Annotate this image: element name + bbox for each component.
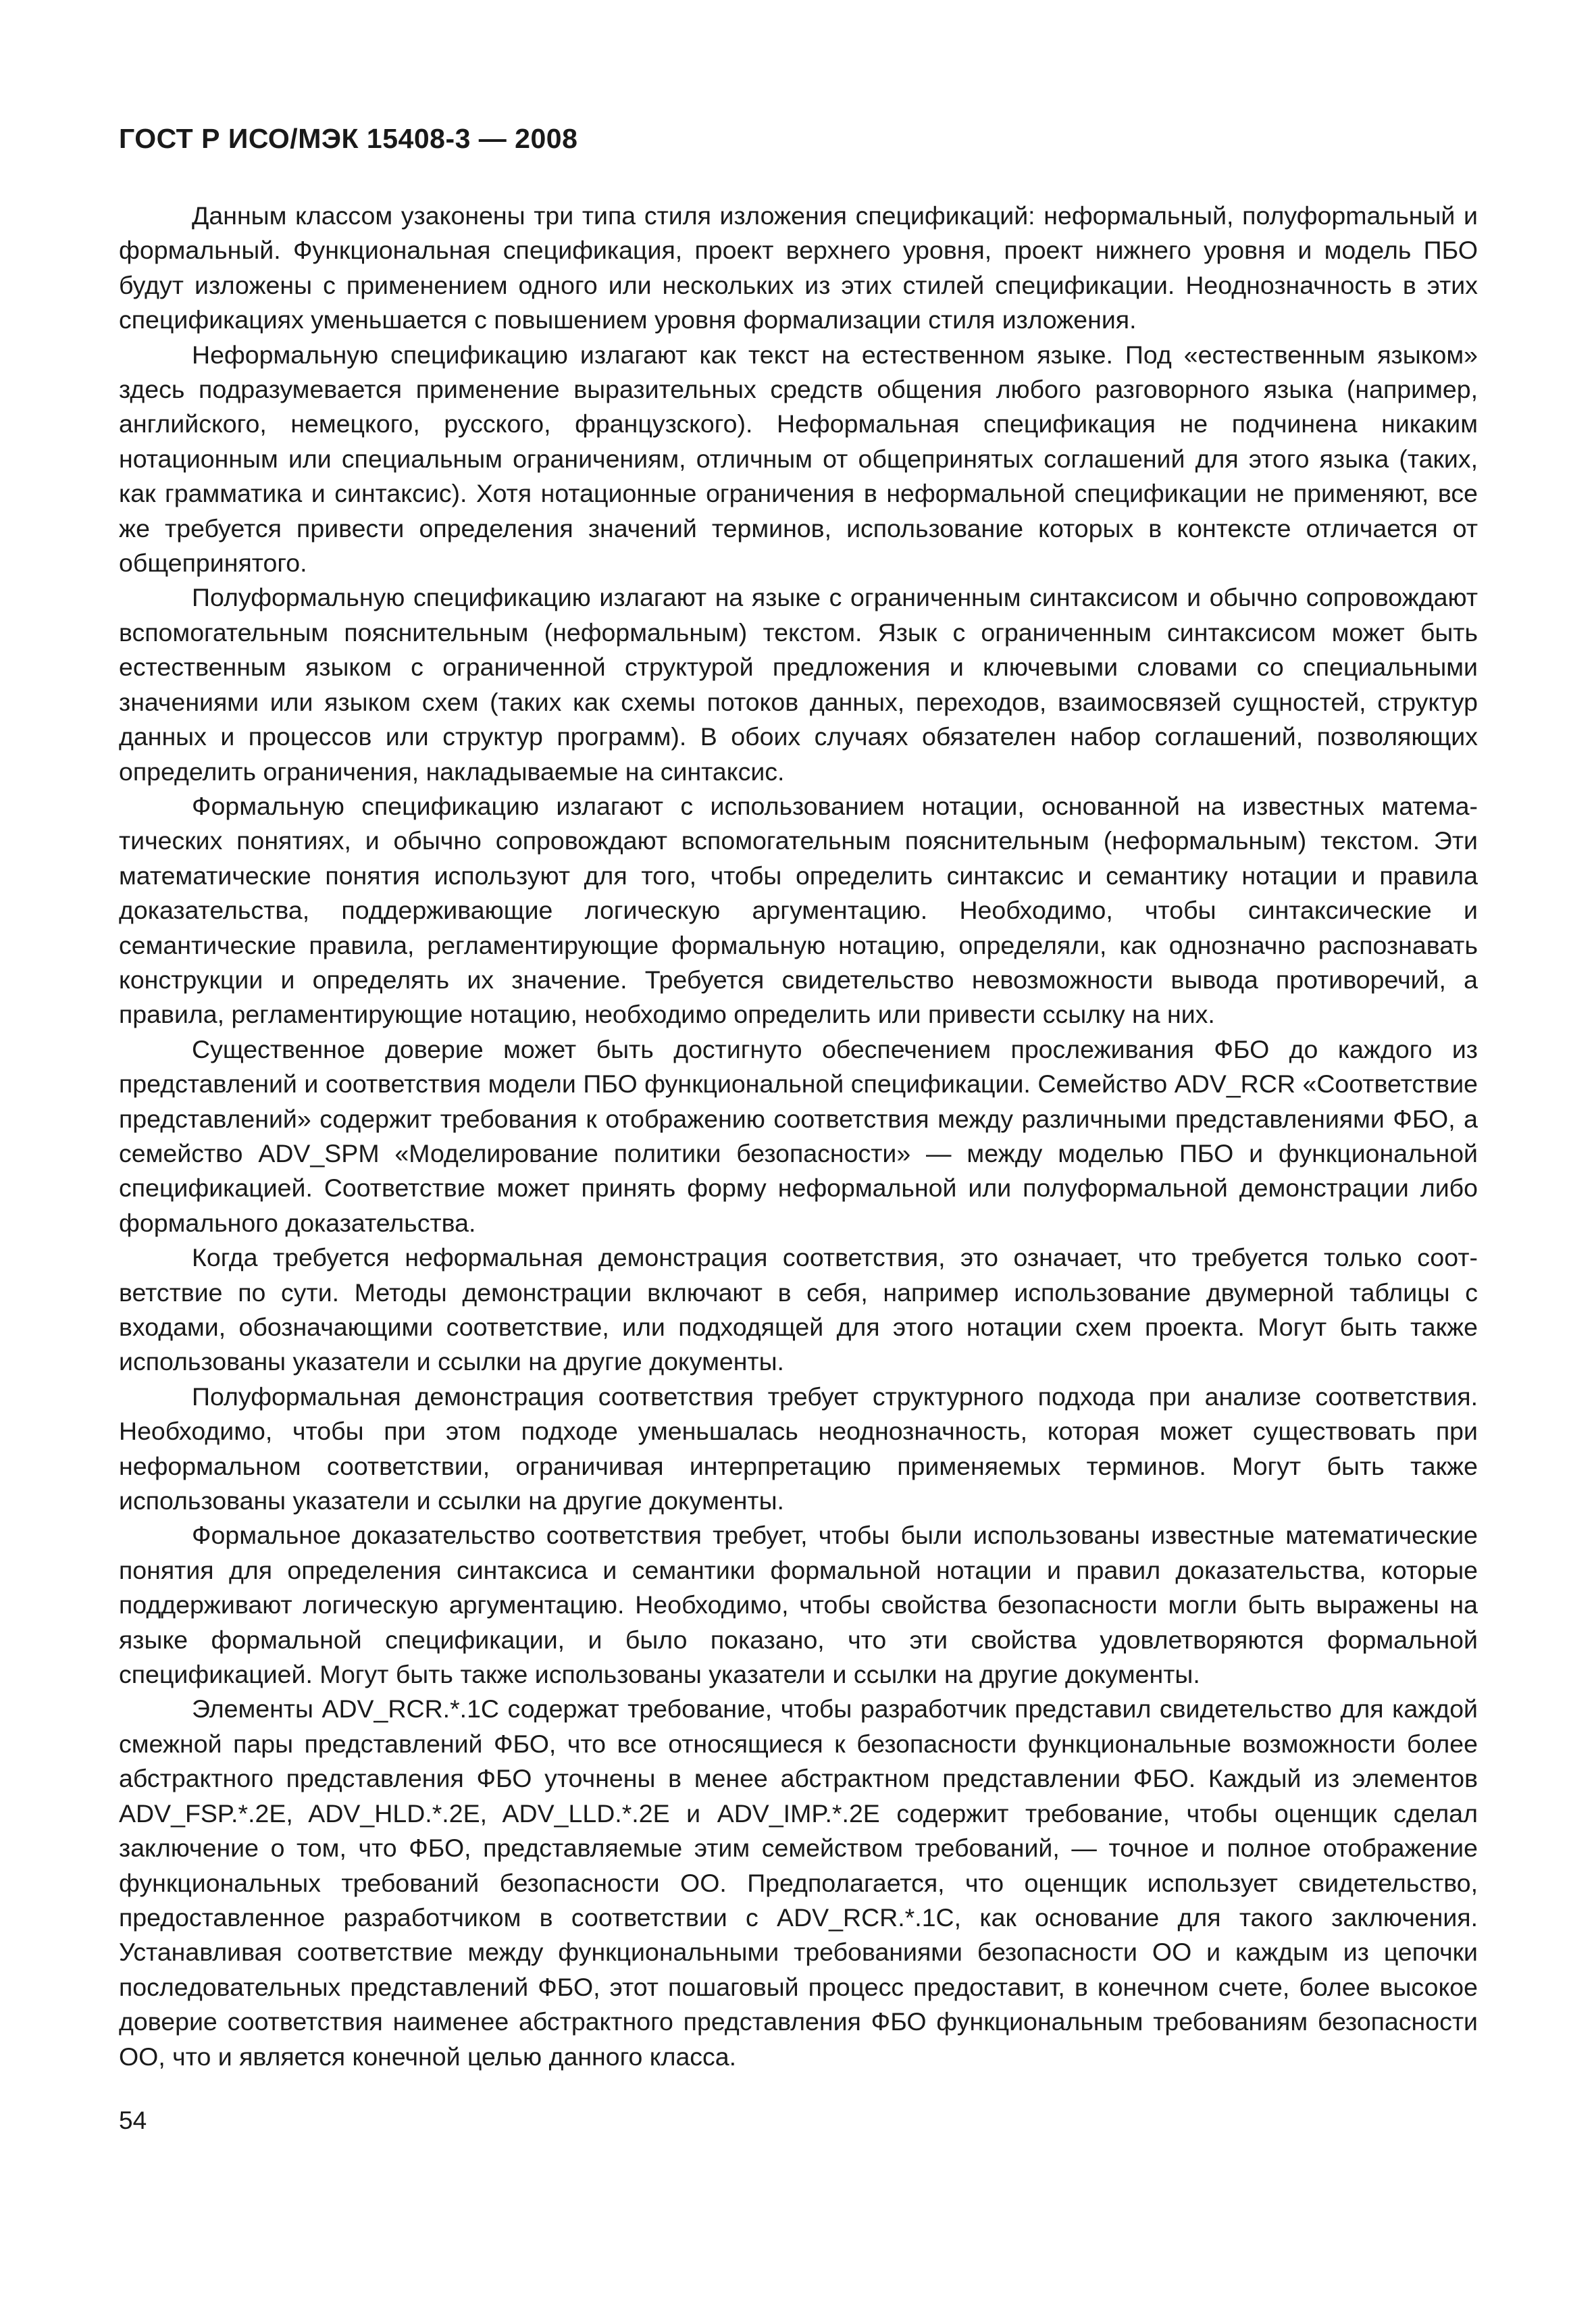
paragraph: Неформальную спецификацию излагают как текст на естественном языке. Под «естественным языком» здесь подразумевается применение выразительных средств общения любого разговорного языка (например, английского, немецкого, русского, французского). Неформальная спецификация не подчинена никаким нотационным или специальным ограничениям, отличным от общепринятых соглашений для этого языка (таких, как грамматика и синтаксис). Хотя нотационные ограничения в неформальной спецификации не применяют, все же требуется привести определения значений терминов, использование которых в контексте отличается от общепринятого. — [119, 340, 1478, 578]
paragraph: Формальную спецификацию излагают с использованием нотации, основанной на известных математических понятиях, и обычно сопровождают вспомогательным пояснительным (неформальным) текстом. Эти математические понятия используют для того, чтобы определить синтаксис и семантику нотации и правила доказательства, поддерживающие логическую аргументацию. Необходимо, чтобы синтаксические и семантические правила, регламентирующие формальную нотацию, определяли, как однозначно распознавать конструкции и определять их значение. Требуется свидетельство невозможности вывода противоречий, а правила, регламентирующие нотацию, необходимо определить или привести ссылку на них. — [119, 791, 1478, 1029]
paragraph: Существенное доверие может быть достигнуто обеспечением прослеживания ФБО до каждого из представлений и соответствия модели ПБО функциональной спецификации. Семейство ADV_RCR «Соответствие представлений» содержит требования к отображению соответствия между различными представлениями ФБО, а семейство ADV_SPM «Моделирование политики безопасности» — между моделью ПБО и функциональной спецификацией. Соответствие может принять форму неформальной или полуформальной демонстрации либо формального доказательства. — [119, 1034, 1478, 1237]
paragraph: Полуформальную спецификацию излагают на языке с ограниченным синтаксисом и обычно сопровождают вспомогательным пояснительным (неформальным) текстом. Язык с ограниченным синтаксисом может быть естественным языком с ограниченной структурой предложения и ключевыми словами со специальными значениями или языком схем (таких как схемы потоков данных, переходов, взаимосвязей сущностей, структур данных и процессов или структур программ). В обоих случаях обязателен набор соглашений, позволяющих определить ограничения, накладываемые на синтаксис. — [119, 583, 1478, 786]
paragraph: Полуформальная демонстрация соответствия требует структурного подхода при анализе соответствия. Необходимо, чтобы при этом подходе уменьшалась неоднозначность, которая может существовать при неформальном соответствии, ограничивая интерпретацию применяемых терминов. Могут быть также использованы указатели и ссылки на другие документы. — [119, 1382, 1478, 1515]
paragraph: Данным классом узаконены три типа стиля изложения спецификаций: неформальный, полуфорmальный и формальный. Функциональная спецификация, проект верхнего уровня, проект нижнего уровня и модель ПБО будут изложены с применением одного или нескольких из этих стилей спецификации. Неоднозначность в этих спецификациях уменьшается с повышением уровня формализации стиля изложения. — [119, 201, 1478, 334]
paragraph: Когда требуется неформальная демонстрация соответствия, это означает, что требуется только соответствие по сути. Методы демонстрации включают в себя, например использование двумерной таблицы с входами, обозначающими соответствие, или подходящей для этого нотации схем проекта. Могут быть также использованы указатели и ссылки на другие документы. — [119, 1243, 1478, 1376]
document-body — [119, 199, 1478, 2074]
page-number: 54 — [119, 2107, 147, 2134]
document-header: ГОСТ Р ИСО/МЭК 15408-3 — 2008 — [119, 123, 578, 154]
paragraph: Формальное доказательство соответствия требует, чтобы были использованы известные математические понятия для определения синтаксиса и семантики формальной нотации и правил доказательства, которые поддерживают логическую аргументацию. Необходимо, чтобы свойства безопасности могли быть выражены на языке формальной спецификации, и было показано, что эти свойства удовлетворяются формальной спецификацией. Могут быть также использованы указатели и ссылки на другие документы. — [119, 1521, 1478, 1689]
paragraph: Элементы ADV_RCR.*.1C содержат требование, чтобы разработчик представил свидетельство для каждой смежной пары представлений ФБО, что все относящиеся к безопасности функциональные возможности более абстрактного представления ФБО уточнены в менее абстрактном представлении ФБО. Каждый из элементов ADV_FSP.*.2E, ADV_HLD.*.2E, ADV_LLD.*.2E и ADV_IMP.*.2E содержит требование, чтобы оценщик сделал заключение о том, что ФБО, представляемые этим семейством требований, — точное и полное отображение функциональных требований безопасности ОО. Предполагается, что оценщик использует свидетельство, предоставленное разработчиком в соответствии с ADV_RCR.*.1C, как основание для такого заключения. Устанавливая соответствие между функциональными требованиями безопасности ОО и каждым из цепочки последовательных представлений ФБО, этот пошаговый процесс предоставит, в конечном счете, более высокое доверие соответствия наименее абстрактного представления ФБО функциональным требованиям безопасности ОО, что и является конечной целью данного класса. — [119, 1694, 1478, 2071]
